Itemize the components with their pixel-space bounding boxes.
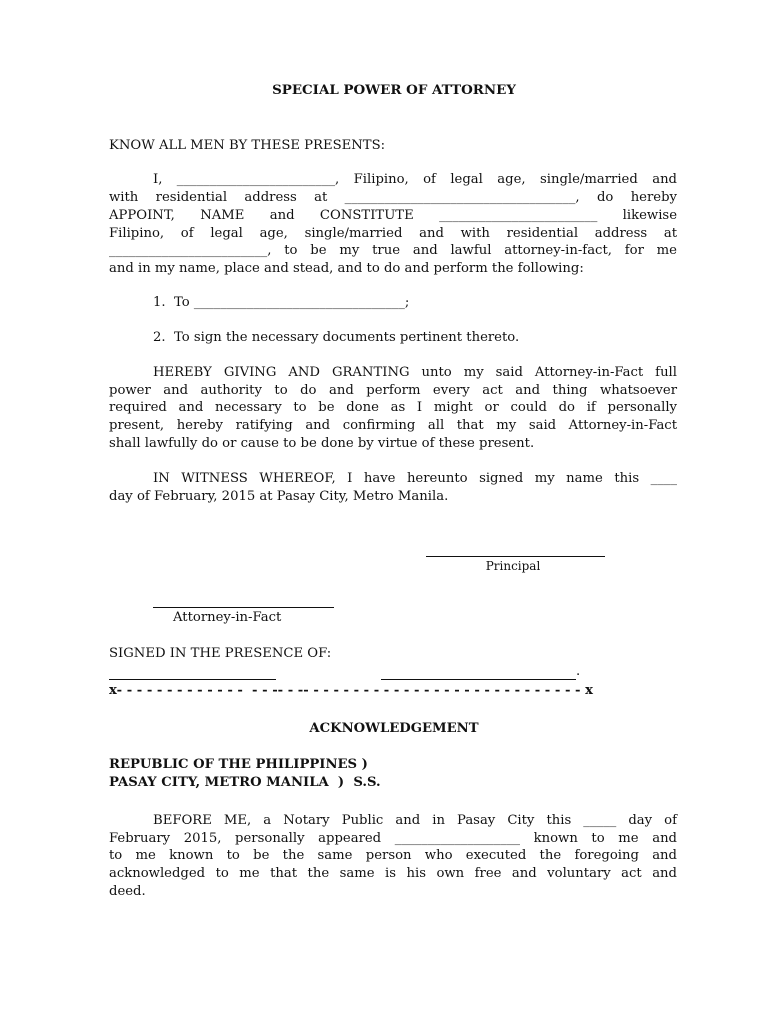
notary-line-1: BEFORE ME, a Notary Public and in Pasay City this _____ day of [153,813,677,828]
principal-signature-line [426,556,605,557]
appointment-line-3: APPOINT, NAME and CONSTITUTE ________________________ likewise [109,208,677,223]
venue-line-2: PASAY CITY, METRO MANILA ) S.S. [109,775,381,790]
presence-label: SIGNED IN THE PRESENCE OF: [109,646,332,661]
notary-line-5: deed. [109,884,146,899]
appointment-line-4: Filipino, of legal age, single/married and with residential address at [109,226,677,241]
appointment-line-6: and in my name, place and stead, and to do and perform the following: [109,261,584,276]
notary-line-2: February 2015, personally appeared ___________________ known to me and [109,831,677,846]
grant-line-5: shall lawfully do or cause to be done by virtue of these present. [109,436,535,451]
acknowledgement-title: ACKNOWLEDGEMENT [309,721,479,736]
item-2: 2. To sign the necessary documents pertinent thereto. [153,330,520,345]
witness-line-2: day of February, 2015 at Pasay City, Metro Manila. [109,489,449,504]
venue-line-1: REPUBLIC OF THE PHILIPPINES ) [109,757,368,772]
witness-line-1: IN WITNESS WHEREOF, I have hereunto signed my name this ____ [153,471,677,486]
witness-1-signature-line [109,679,276,680]
attorney-label: Attorney-in-Fact [173,610,282,625]
witness-2-period: . [576,664,581,679]
witness-2-signature-line [381,679,576,680]
grant-line-1: HEREBY GIVING AND GRANTING unto my said Attorney-in-Fact full [153,365,677,380]
principal-label: Principal [485,559,541,573]
grant-line-3: required and necessary to be done as I might or could do if personally [109,400,677,415]
item-1: 1. To ________________________________; [153,295,410,310]
section-separator: x- - - - - - - - - - - - - - - -- - -- - - - - - - - - - - - - - - - - - - - - - - - - - - - x [109,683,593,698]
document-title: SPECIAL POWER OF ATTORNEY [272,82,516,98]
opening-line: KNOW ALL MEN BY THESE PRESENTS: [109,138,386,153]
notary-line-3: to me known to be the same person who executed the foregoing and [109,848,677,863]
appointment-line-5: ________________________, to be my true and lawful attorney-in-fact, for me [109,243,677,258]
grant-line-2: power and authority to do and perform every act and thing whatsoever [109,383,677,398]
attorney-signature-line [153,607,334,608]
grant-line-4: present, hereby ratifying and confirming all that my said Attorney-in-Fact [109,418,677,433]
appointment-line-2: with residential address at ___________________________________, do hereby [109,190,677,205]
notary-line-4: acknowledged to me that the same is his own free and voluntary act and [109,866,677,881]
appointment-line-1: I, ________________________, Filipino, of legal age, single/married and [153,172,677,187]
